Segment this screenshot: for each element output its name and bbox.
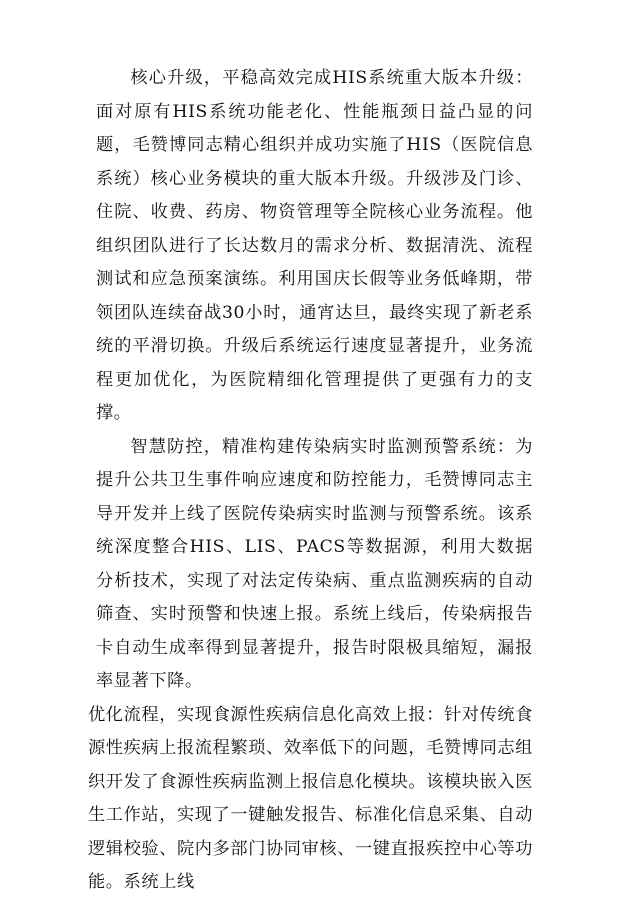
paragraph-his-upgrade: 核心升级，平稳高效完成HIS系统重大版本升级：面对原有HIS系统功能老化、性能瓶颈日益凸显的问题，毛赞博同志精心组织并成功实施了HIS（医院信息系统）核心业务模块的重大版本升级。升级涉及门诊、住院、收费、药房、物资管理等全院核心业务流程。他组织团队进行了长达数月的需求分析、数据清洗、流程测试和应急预案演练。利用国庆长假等业务低峰期，带领团队连续奋战30小时，通宵达旦，最终实现了新老系统的平滑切换。升级后系统运行速度显著提升，业务流程更加优化，为医院精细化管理提供了更强有力的支撑。 — [96, 68, 533, 423]
paragraph-infectious-disease-monitoring: 智慧防控，精准构建传染病实时监测预警系统：为提升公共卫生事件响应速度和防控能力，毛赞博同志主导开发并上线了医院传染病实时监测与预警系统。该系统深度整合HIS、LIS、PACS等数据源，利用大数据分析技术，实现了对法定传染病、重点监测疾病的自动筛查、实时预警和快速上报。系统上线后，传染病报告卡自动生成率得到显著提升，报告时限极具缩短，漏报率显著下降。 — [96, 436, 533, 691]
paragraph-foodborne-disease-reporting: 优化流程，实现食源性疾病信息化高效上报：针对传统食源性疾病上报流程繁琐、效率低下的问题，毛赞博同志组织开发了食源性疾病监测上报信息化模块。该模块嵌入医生工作站，实现了一键触发报告、标准化信息采集、自动逻辑校验、院内多部门协同审核、一键直报疾控中心等功能。系统上线 — [88, 704, 533, 892]
